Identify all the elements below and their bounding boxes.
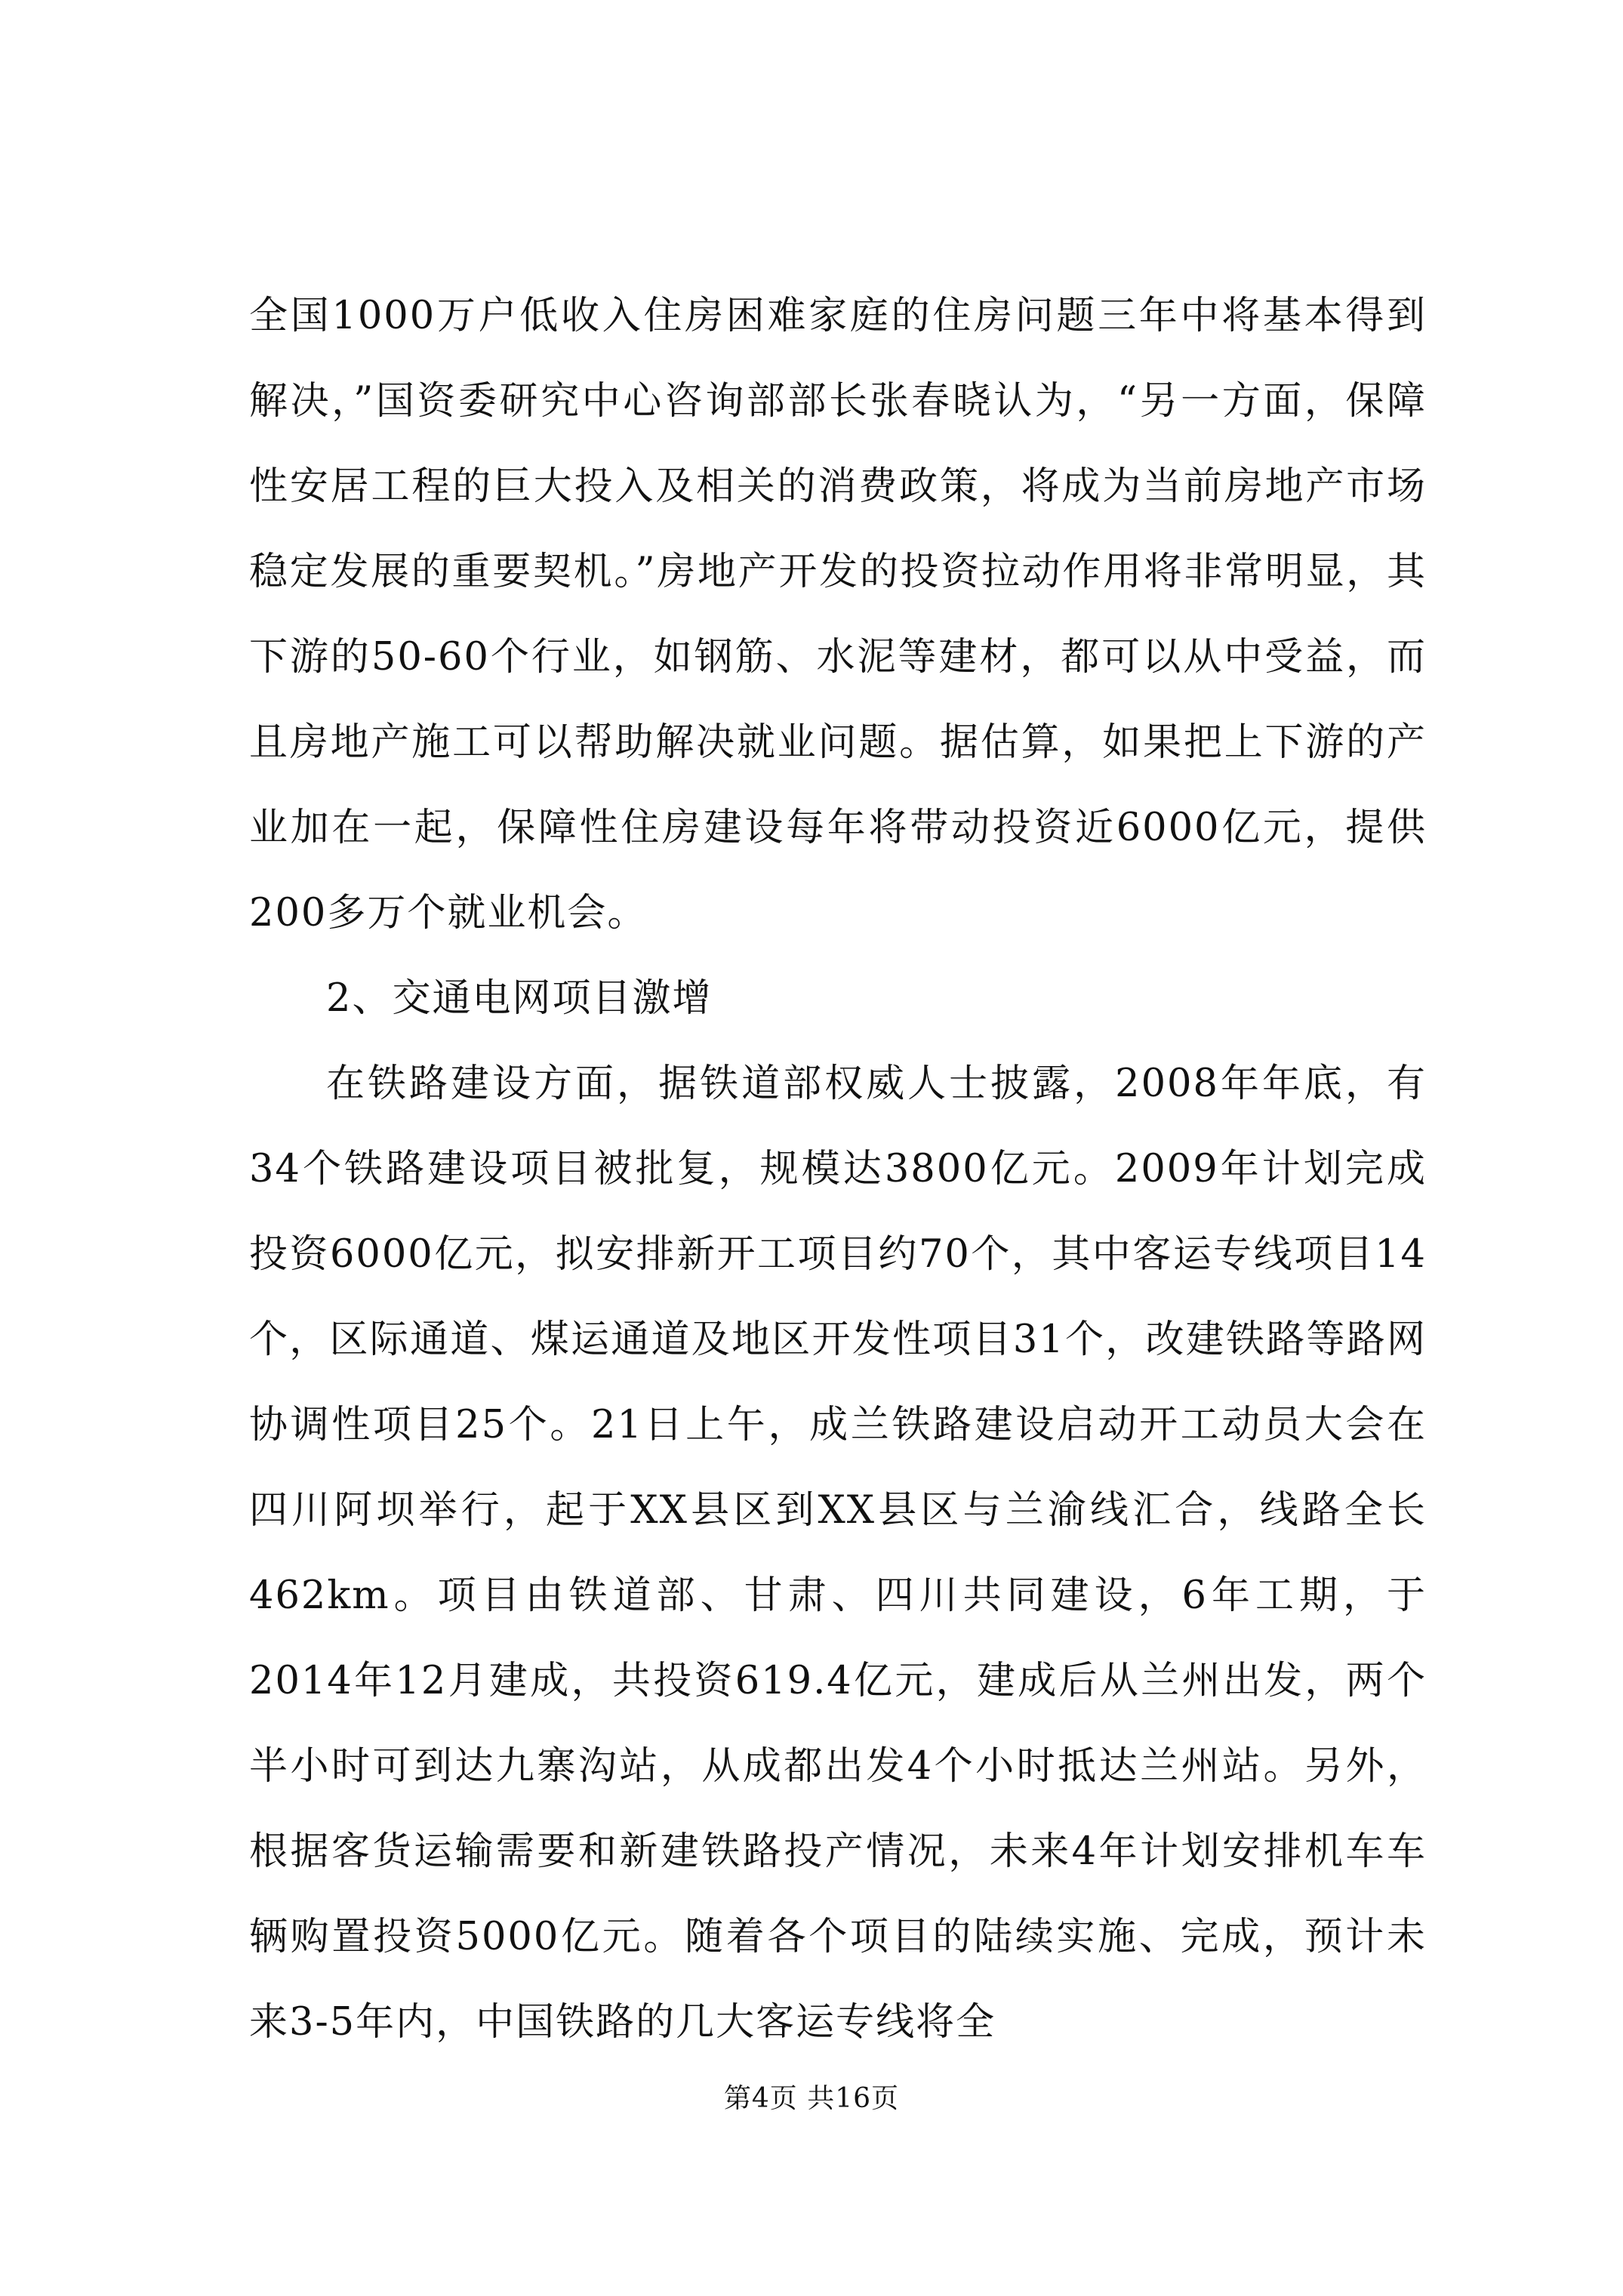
page-number-footer: 第4页 共16页	[723, 2083, 900, 2114]
document-body	[249, 273, 1427, 2065]
section-heading-transport-grid: 2、交通电网项目激增	[326, 976, 713, 1021]
paragraph-railway-construction: 在铁路建设方面，据铁道部权威人士披露，2008年年底，有34个铁路建设项目被批复，规模达3800亿元。2009年计划完成投资6000亿元，拟安排新开工项目约70个，其中客运专线项目14个，区际通道、煤运通道及地区开发性项目31个，改建铁路等路网协调性项目25个。21日上午，成兰铁路建设启动开工动员大会在四川阿坝举行，起于XX县区到XX县区与兰渝线汇合，线路全长462km。项目由铁道部、甘肃、四川共同建设，6年工期，于2014年12月建成，共投资619.4亿元，建成后从兰州出发，两个半小时可到达九寨沟站，从成都出发4个小时抵达兰州站。另外，根据客货运输需要和新建铁路投产情况，未来4年计划安排机车车辆购置投资5000亿元。随着各个项目的陆续实施、完成，预计未来3-5年内，中国铁路的几大客运专线将全	[249, 1062, 1427, 2045]
paragraph-housing-investment: 全国1000万户低收入住房困难家庭的住房问题三年中将基本得到解决，”国资委研究中心咨询部部长张春晓认为，“另一方面，保障性安居工程的巨大投入及相关的消费政策，将成为当前房地产市场稳定发展的重要契机。”房地产开发的投资拉动作用将非常明显，其下游的50-60个行业，如钢筋、水泥等建材，都可以从中受益，而且房地产施工可以帮助解决就业问题。据估算，如果把上下游的产业加在一起，保障性住房建设每年将带动投资近6000亿元，提供200多万个就业机会。	[249, 294, 1427, 935]
